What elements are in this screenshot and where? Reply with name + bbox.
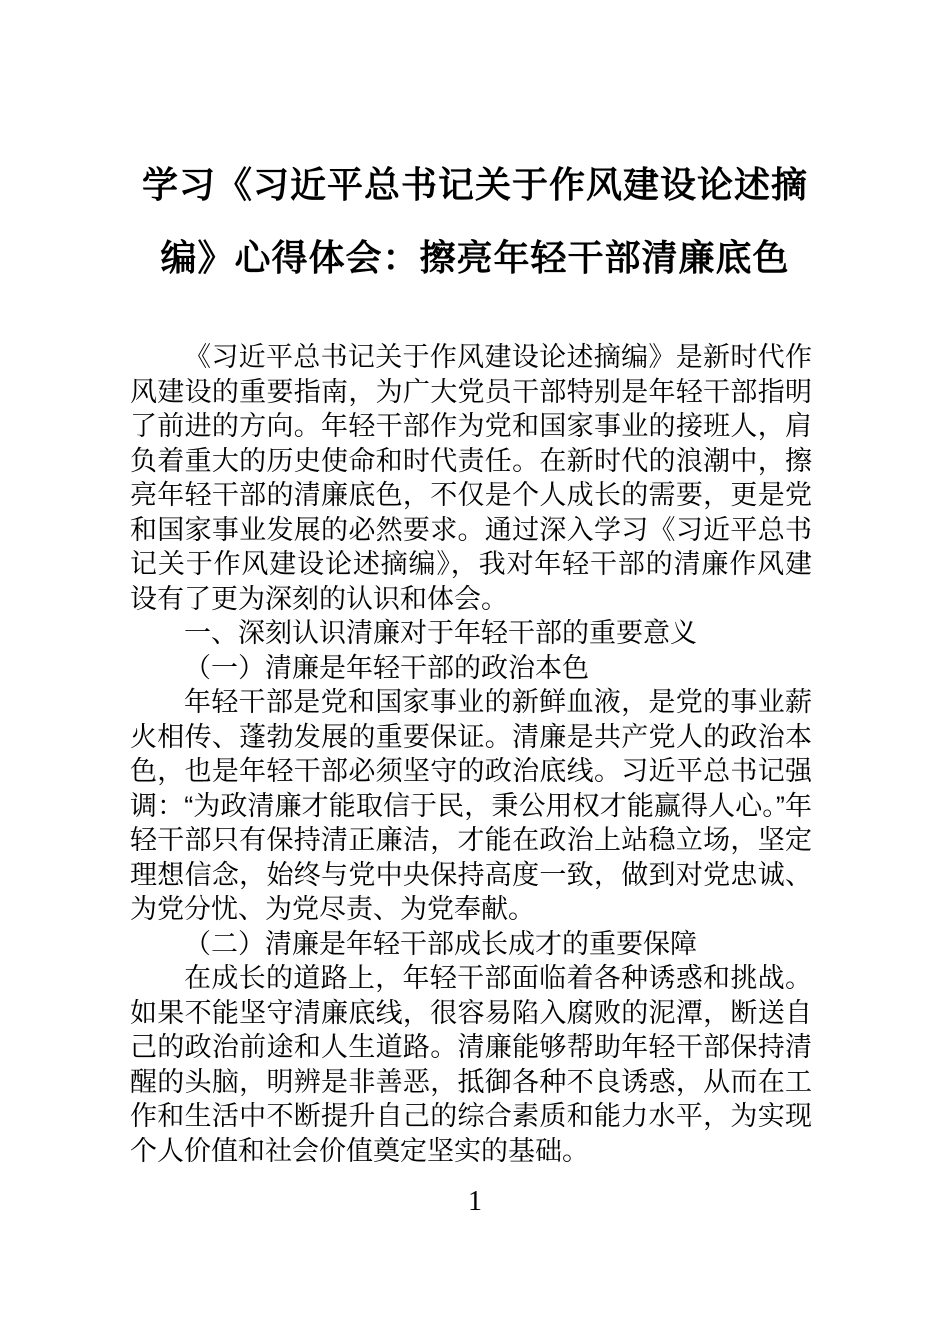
document-body — [130, 340, 812, 1168]
section-heading-1: 一、深刻认识清廉对于年轻干部的重要意义 — [184, 618, 697, 648]
page-number: 1 — [468, 1186, 482, 1217]
paragraph-growth-guarantee: 在成长的道路上，年轻干部面临着各种诱惑和挑战。如果不能坚守清廉底线，很容易陷入腐败的泥潭，断送自己的政治前途和人生道路。清廉能够帮助年轻干部保持清醒的头脑，明辨是非善恶，抵御各种不良诱惑，从而在工作和生活中不断提升自己的综合素质和能力水平，为实现个人价值和社会价值奠定坚实的基础。 — [130, 963, 812, 1166]
document-title: 学习《习近平总书记关于作风建设论述摘编》心得体会：擦亮年轻干部清廉底色 — [141, 164, 808, 278]
sub-heading-1-2: （二）清廉是年轻干部成长成才的重要保障 — [184, 928, 697, 959]
paragraph-intro: 《习近平总书记关于作风建设论述摘编》是新时代作风建设的重要指南，为广大党员干部特别是年轻干部指明了前进的方向。年轻干部作为党和国家事业的接班人，肩负着重大的历史使命和时代责任。在新时代的浪潮中，擦亮年轻干部的清廉底色，不仅是个人成长的需要，更是党和国家事业发展的必然要求。通过深入学习《习近平总书记关于作风建设论述摘编》，我对年轻干部的清廉作风建设有了更为深刻的认识和体会。 — [130, 342, 812, 614]
paragraph-political-character: 年轻干部是党和国家事业的新鲜血液，是党的事业薪火相传、蓬勃发展的重要保证。清廉是共产党人的政治本色，也是年轻干部必须坚守的政治底线。习近平总书记强调：“为政清廉才能取信于民，秉公用权才能赢得人心。”年轻干部只有保持清正廉洁，才能在政治上站稳立场，坚定理想信念，始终与党中央保持高度一致，做到对党忠诚、为党分忧、为党尽责、为党奉献。 — [130, 687, 812, 924]
sub-heading-1-1: （一）清廉是年轻干部的政治本色 — [184, 652, 589, 683]
